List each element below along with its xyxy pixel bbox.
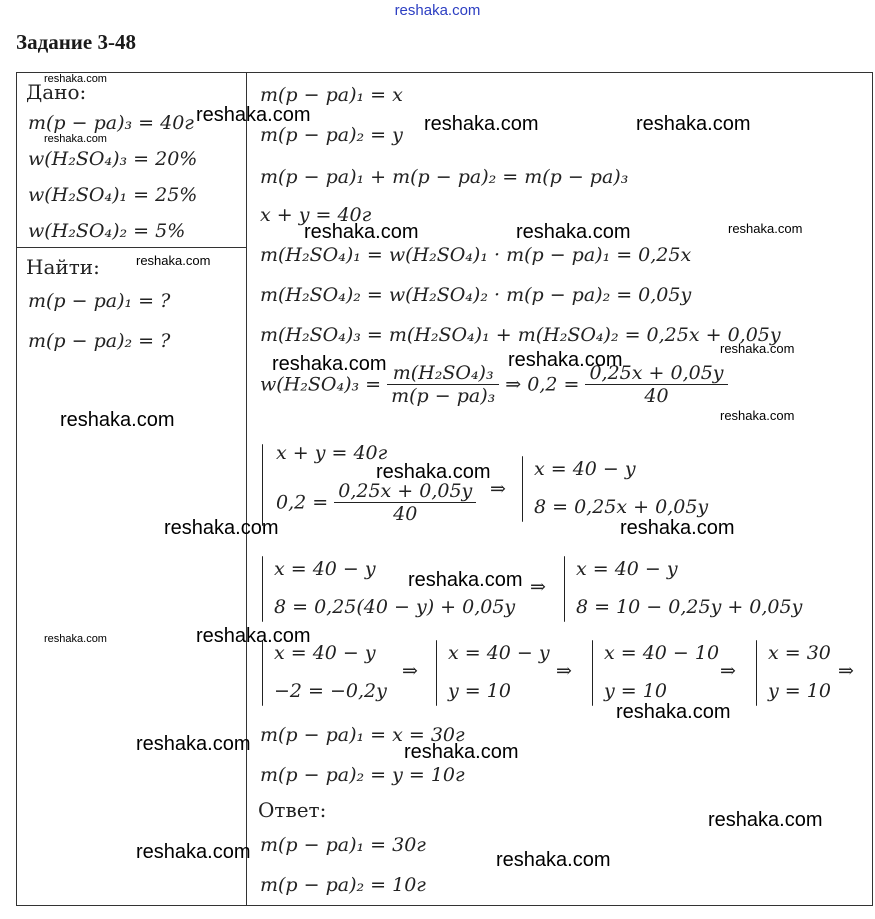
watermark: reshaka.com <box>424 113 539 135</box>
system-brace-6 <box>436 640 437 706</box>
w-total-label: w(H₂SO₄)₃ = <box>260 373 382 396</box>
arrow-5: ⇒ <box>720 660 736 682</box>
watermark: reshaka.com <box>408 569 523 591</box>
watermark: reshaka.com <box>708 809 823 831</box>
watermark: reshaka.com <box>720 341 795 356</box>
system-brace-5 <box>262 640 263 706</box>
fraction-denominator-2: 40 <box>644 385 669 407</box>
system-brace-4 <box>564 556 565 622</box>
solution-line-7: m(H₂SO₄)₃ = m(H₂SO₄)₁ + m(H₂SO₄)₂ = 0,25x + 0,05y <box>260 324 781 346</box>
column-divider <box>246 72 247 906</box>
watermark: reshaka.com <box>136 253 211 268</box>
arrow-6: ⇒ <box>838 660 854 682</box>
find-q2: m(p − pa)₂ = ? <box>28 330 171 352</box>
system5-eq-b: −2 = −0,2y <box>274 680 387 702</box>
result-2: m(p − pa)₂ = y = 10г <box>260 764 465 786</box>
given-w-total: w(H₂SO₄)₃ = 20% <box>28 148 198 170</box>
answer-heading: Ответ: <box>258 798 327 822</box>
given-w2: w(H₂SO₄)₂ = 5% <box>28 220 186 242</box>
system1-fraction-den: 40 <box>393 503 418 525</box>
watermark: reshaka.com <box>136 733 251 755</box>
watermark: reshaka.com <box>304 221 419 243</box>
arrow-1: ⇒ <box>490 478 506 500</box>
system-brace-8 <box>756 640 757 706</box>
system8-eq-a: x = 30 <box>768 642 831 664</box>
answer-2: m(p − pa)₂ = 10г <box>260 874 426 896</box>
system-brace-2 <box>522 456 523 522</box>
solution-line-4: x + y = 40г <box>260 204 372 226</box>
solution-line-1: m(p − pa)₁ = x <box>260 84 403 106</box>
watermark: reshaka.com <box>728 221 803 236</box>
given-find-divider <box>16 247 247 248</box>
system2-eq-a: x = 40 − y <box>534 458 636 480</box>
system6-eq-a: x = 40 − y <box>448 642 550 664</box>
solution-line-3: m(p − pa)₁ + m(p − pa)₂ = m(p − pa)₃ <box>260 166 629 188</box>
system1-eq-a: x + y = 40г <box>276 442 388 464</box>
system6-eq-b: y = 10 <box>448 680 511 702</box>
find-q1: m(p − pa)₁ = ? <box>28 290 171 312</box>
system3-eq-b: 8 = 0,25(40 − y) + 0,05y <box>274 596 516 618</box>
solution-line-5: m(H₂SO₄)₁ = w(H₂SO₄)₁ · m(p − pa)₁ = 0,25x <box>260 244 692 266</box>
watermark: reshaka.com <box>404 741 519 763</box>
system4-eq-a: x = 40 − y <box>576 558 678 580</box>
watermark: reshaka.com <box>636 113 751 135</box>
answer-1: m(p − pa)₁ = 30г <box>260 834 426 856</box>
system7-eq-a: x = 40 − 10 <box>604 642 720 664</box>
system4-eq-b: 8 = 10 − 0,25y + 0,05y <box>576 596 803 618</box>
watermark: reshaka.com <box>508 349 623 371</box>
fraction-numerator-2: 0,25x + 0,05y <box>585 362 727 385</box>
site-link[interactable]: reshaka.com <box>394 2 481 19</box>
watermark: reshaka.com <box>164 517 279 539</box>
given-heading: Дано: <box>26 80 87 104</box>
system1-b-left: 0,2 = <box>276 491 329 514</box>
system2-eq-b: 8 = 0,25x + 0,05y <box>534 496 709 518</box>
watermark: reshaka.com <box>496 849 611 871</box>
system1-fraction <box>334 480 476 525</box>
arrow-3: ⇒ <box>402 660 418 682</box>
arrow-2: ⇒ <box>530 576 546 598</box>
w-total-fraction <box>387 362 499 407</box>
find-heading: Найти: <box>26 255 100 279</box>
watermark: reshaka.com <box>516 221 631 243</box>
watermark: reshaka.com <box>620 517 735 539</box>
arrow-4: ⇒ <box>556 660 572 682</box>
page-title: Задание 3-48 <box>16 30 136 54</box>
solution-line-6: m(H₂SO₄)₂ = w(H₂SO₄)₂ · m(p − pa)₂ = 0,05y <box>260 284 692 306</box>
watermark: reshaka.com <box>44 73 107 85</box>
system1-fraction-num: 0,25x + 0,05y <box>334 480 476 503</box>
watermark: reshaka.com <box>272 353 387 375</box>
implies-value: ⇒ 0,2 = <box>505 373 580 396</box>
watermark: reshaka.com <box>196 625 311 647</box>
fraction-numerator: m(H₂SO₄)₃ <box>387 362 499 385</box>
result-1: m(p − pa)₁ = x = 30г <box>260 724 465 746</box>
solution-line-2: m(p − pa)₂ = y <box>260 124 403 146</box>
system-brace-7 <box>592 640 593 706</box>
watermark: reshaka.com <box>376 461 491 483</box>
watermark: reshaka.com <box>44 133 107 145</box>
watermark: reshaka.com <box>616 701 731 723</box>
system7-eq-b: y = 10 <box>604 680 667 702</box>
system3-eq-a: x = 40 − y <box>274 558 376 580</box>
fraction-denominator: m(p − pa)₃ <box>391 385 496 407</box>
watermark: reshaka.com <box>60 409 175 431</box>
system5-eq-a: x = 40 − y <box>274 642 376 664</box>
watermark: reshaka.com <box>136 841 251 863</box>
system1-eq-b <box>276 480 476 525</box>
system8-eq-b: y = 10 <box>768 680 831 702</box>
system-brace-3 <box>262 556 263 622</box>
given-mass-total: m(p − pa)₃ = 40г <box>28 112 194 134</box>
system-brace-1 <box>262 444 263 526</box>
given-w1: w(H₂SO₄)₁ = 25% <box>28 184 198 206</box>
watermark: reshaka.com <box>196 104 311 126</box>
watermark: reshaka.com <box>44 633 107 645</box>
watermark: reshaka.com <box>720 408 795 423</box>
